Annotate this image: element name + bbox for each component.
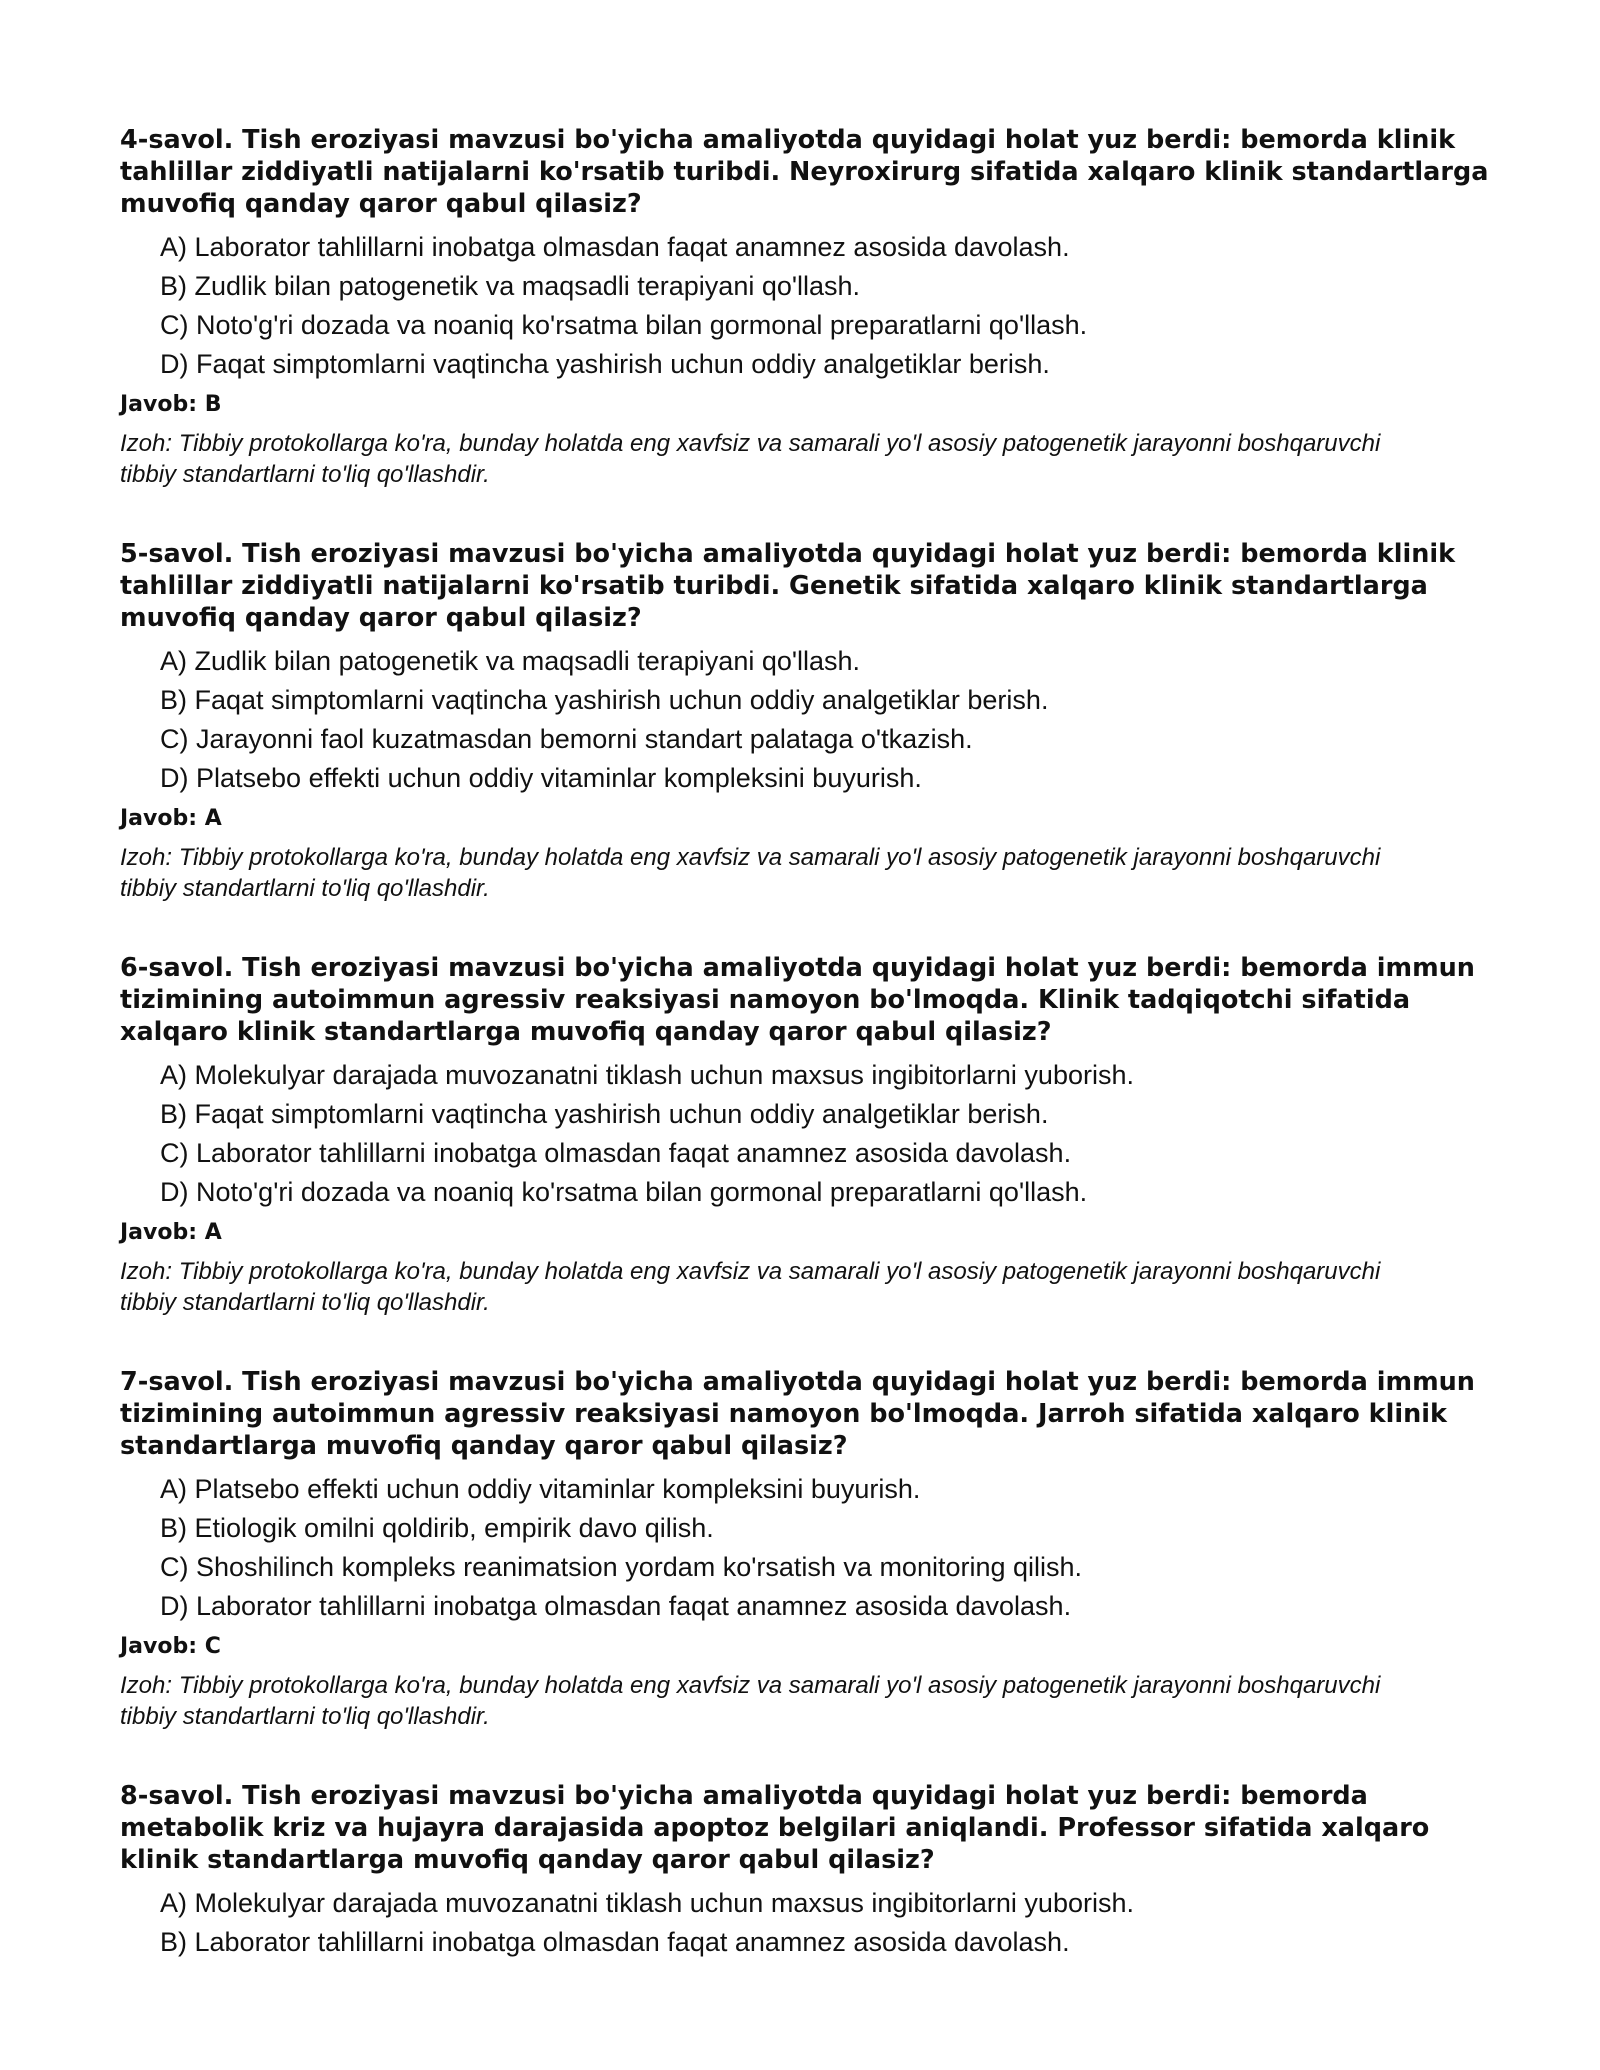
options-list (120, 1884, 1500, 1962)
question-title: 4-savol. Tish eroziyasi mavzusi bo'yicha amaliyotda quyidagi holat yuz berdi: bemorda klinik tahlillar ziddiyatli natijalarni ko'rsatib turibdi. Neyroxirurg sifatida xalqaro klinik standartlarga muvofiq qanday qaror qabul qilasiz? (120, 125, 1489, 219)
answer-label: Javob: A (120, 806, 222, 831)
question-title: 7-savol. Tish eroziyasi mavzusi bo'yicha amaliyotda quyidagi holat yuz berdi: bemorda immun tizimining autoimmun agressiv reaksiyasi namoyon bo'lmoqda. Jarroh sifatida xalqaro klinik standartlarga muvofiq qanday qaror qabul qilasiz? (120, 1367, 1475, 1461)
question-8 (120, 1780, 1500, 1962)
option-a: A) Platsebo effekti uchun oddiy vitaminlar kompleksini buyurish. (160, 1474, 921, 1504)
option-a: A) Zudlik bilan patogenetik va maqsadli terapiyani qo'llash. (160, 646, 861, 676)
explanation-note: Izoh: Tibbiy protokollarga ko'ra, bunday holatda eng xavfsiz va samarali yo'l asosiy patogenetik jarayonni boshqaruvchi tibbiy standartlarni to'liq qo'llashdir. (120, 1672, 1381, 1730)
options-list (120, 1056, 1500, 1212)
options-list (120, 1470, 1500, 1626)
option-b: B) Faqat simptomlarni vaqtincha yashirish uchun oddiy analgetiklar berish. (160, 685, 1049, 715)
question-title: 6-savol. Tish eroziyasi mavzusi bo'yicha amaliyotda quyidagi holat yuz berdi: bemorda immun tizimining autoimmun agressiv reaksiyasi namoyon bo'lmoqda. Klinik tadqiqotchi sifatida xalqaro klinik standartlarga muvofiq qanday qaror qabul qilasiz? (120, 953, 1475, 1047)
answer-label: Javob: A (120, 1220, 222, 1245)
option-b: B) Etiologik omilni qoldirib, empirik davo qilish. (160, 1513, 714, 1543)
explanation-note: Izoh: Tibbiy protokollarga ko'ra, bunday holatda eng xavfsiz va samarali yo'l asosiy patogenetik jarayonni boshqaruvchi tibbiy standartlarni to'liq qo'llashdir. (120, 844, 1381, 902)
question-4 (120, 124, 1500, 490)
option-b: B) Faqat simptomlarni vaqtincha yashirish uchun oddiy analgetiklar berish. (160, 1099, 1049, 1129)
option-d: D) Laborator tahlillarni inobatga olmasdan faqat anamnez asosida davolash. (160, 1591, 1072, 1621)
explanation-note: Izoh: Tibbiy protokollarga ko'ra, bunday holatda eng xavfsiz va samarali yo'l asosiy patogenetik jarayonni boshqaruvchi tibbiy standartlarni to'liq qo'llashdir. (120, 430, 1381, 488)
option-c: C) Noto'g'ri dozada va noaniq ko'rsatma bilan gormonal preparatlarni qo'llash. (160, 310, 1088, 340)
option-d: D) Platsebo effekti uchun oddiy vitaminlar kompleksini buyurish. (160, 763, 922, 793)
document-page (120, 124, 1500, 2010)
option-a: A) Laborator tahlillarni inobatga olmasdan faqat anamnez asosida davolash. (160, 232, 1070, 262)
answer-label: Javob: C (120, 1634, 221, 1659)
option-c: C) Jarayonni faol kuzatmasdan bemorni standart palataga o'tkazish. (160, 724, 973, 754)
option-d: D) Noto'g'ri dozada va noaniq ko'rsatma bilan gormonal preparatlarni qo'llash. (160, 1177, 1088, 1207)
options-list (120, 228, 1500, 384)
question-title: 8-savol. Tish eroziyasi mavzusi bo'yicha amaliyotda quyidagi holat yuz berdi: bemorda metabolik kriz va hujayra darajasida apoptoz belgilari aniqlandi. Professor sifatida xalqaro klinik standartlarga muvofiq qanday qaror qabul qilasiz? (120, 1781, 1430, 1875)
question-5 (120, 538, 1500, 904)
option-c: C) Shoshilinch kompleks reanimatsion yordam ko'rsatish va monitoring qilish. (160, 1552, 1083, 1582)
option-c: C) Laborator tahlillarni inobatga olmasdan faqat anamnez asosida davolash. (160, 1138, 1072, 1168)
option-a: A) Molekulyar darajada muvozanatni tiklash uchun maxsus ingibitorlarni yuborish. (160, 1888, 1134, 1918)
options-list (120, 642, 1500, 798)
answer-label: Javob: B (120, 392, 222, 417)
question-6 (120, 952, 1500, 1318)
option-d: D) Faqat simptomlarni vaqtincha yashirish uchun oddiy analgetiklar berish. (160, 349, 1050, 379)
option-a: A) Molekulyar darajada muvozanatni tiklash uchun maxsus ingibitorlarni yuborish. (160, 1060, 1134, 1090)
question-7 (120, 1366, 1500, 1732)
option-b: B) Laborator tahlillarni inobatga olmasdan faqat anamnez asosida davolash. (160, 1927, 1070, 1957)
explanation-note: Izoh: Tibbiy protokollarga ko'ra, bunday holatda eng xavfsiz va samarali yo'l asosiy patogenetik jarayonni boshqaruvchi tibbiy standartlarni to'liq qo'llashdir. (120, 1258, 1381, 1316)
option-b: B) Zudlik bilan patogenetik va maqsadli terapiyani qo'llash. (160, 271, 861, 301)
question-title: 5-savol. Tish eroziyasi mavzusi bo'yicha amaliyotda quyidagi holat yuz berdi: bemorda klinik tahlillar ziddiyatli natijalarni ko'rsatib turibdi. Genetik sifatida xalqaro klinik standartlarga muvofiq qanday qaror qabul qilasiz? (120, 539, 1456, 633)
